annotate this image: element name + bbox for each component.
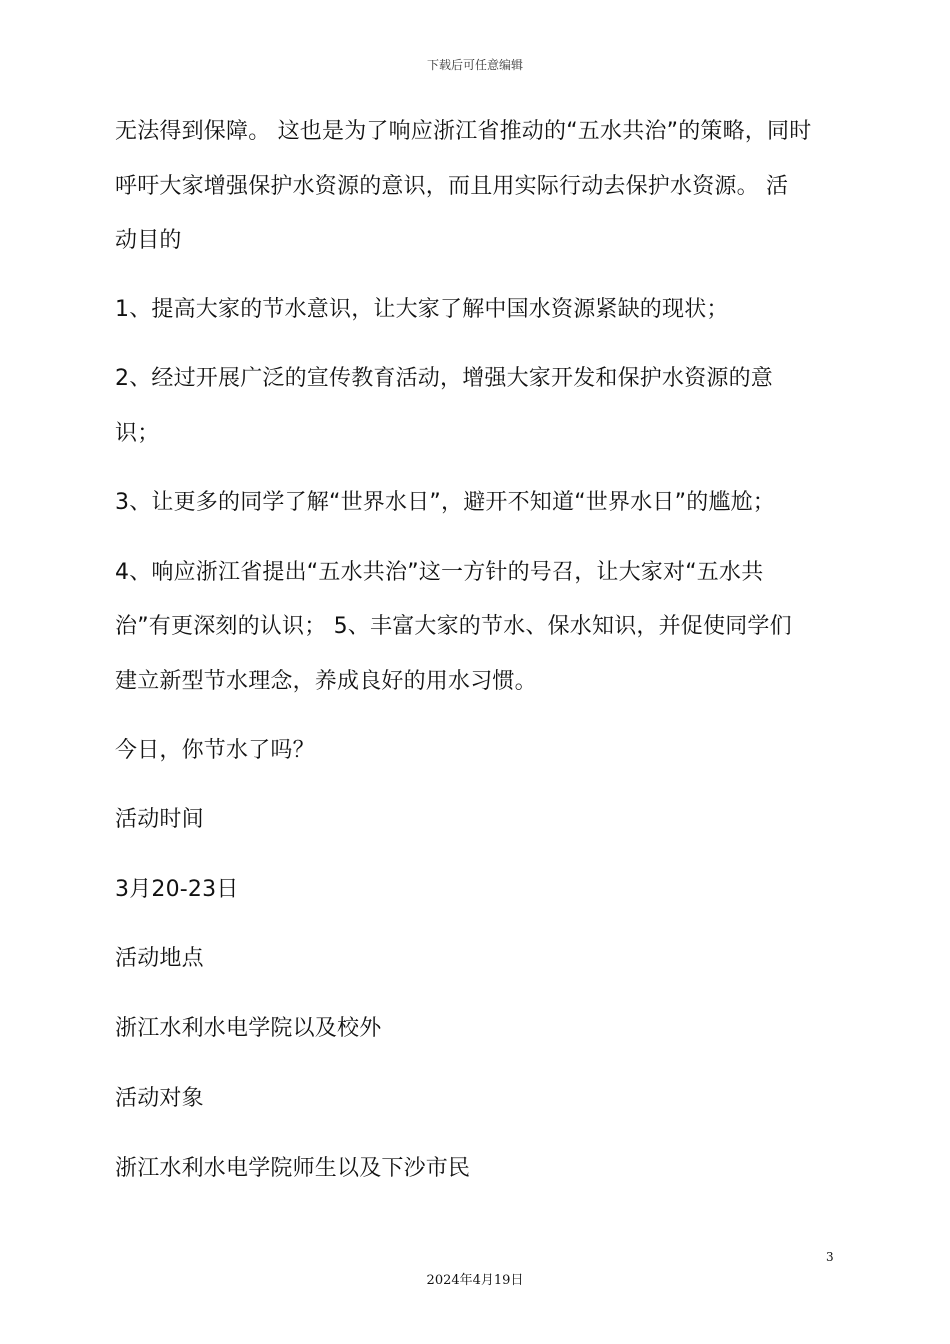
- body-line: 活动对象: [115, 1086, 204, 1111]
- header-note: 下载后可任意编辑: [426, 58, 523, 72]
- body-line: 4、响应浙江省提出“五水共治”这一方针的号召，让大家对“五水共: [115, 560, 764, 585]
- body-line: 呼吁大家增强保护水资源的意识，而且用实际行动去保护水资源。 活: [115, 174, 789, 199]
- body-line: 识；: [115, 421, 160, 446]
- body-line: 无法得到保障。 这也是为了响应浙江省推动的“五水共治”的策略，同时: [115, 119, 812, 144]
- body-line: 3、让更多的同学了解“世界水日”，避开不知道“世界水日”的尴尬；: [115, 490, 775, 515]
- body-line: 今日，你节水了吗？: [115, 738, 315, 763]
- body-line: 1、提高大家的节水意识，让大家了解中国水资源紧缺的现状；: [115, 297, 729, 322]
- footer-date: 2024年4月19日: [426, 1273, 524, 1288]
- body-line: 浙江水利水电学院师生以及下沙市民: [115, 1156, 471, 1181]
- page-number: 3: [826, 1250, 834, 1264]
- body-line: 浙江水利水电学院以及校外: [115, 1016, 382, 1041]
- body-line: 活动时间: [115, 807, 204, 832]
- body-line: 活动地点: [115, 946, 204, 971]
- body-line: 2、经过开展广泛的宣传教育活动，增强大家开发和保护水资源的意: [115, 366, 773, 391]
- body-line: 建立新型节水理念，养成良好的用水习惯。: [115, 669, 537, 694]
- body-line: 动目的: [115, 228, 182, 253]
- body-line: 治”有更深刻的认识； 5、丰富大家的节水、保水知识，并促使同学们: [115, 614, 792, 639]
- body-line: 3月20-23日: [115, 877, 239, 902]
